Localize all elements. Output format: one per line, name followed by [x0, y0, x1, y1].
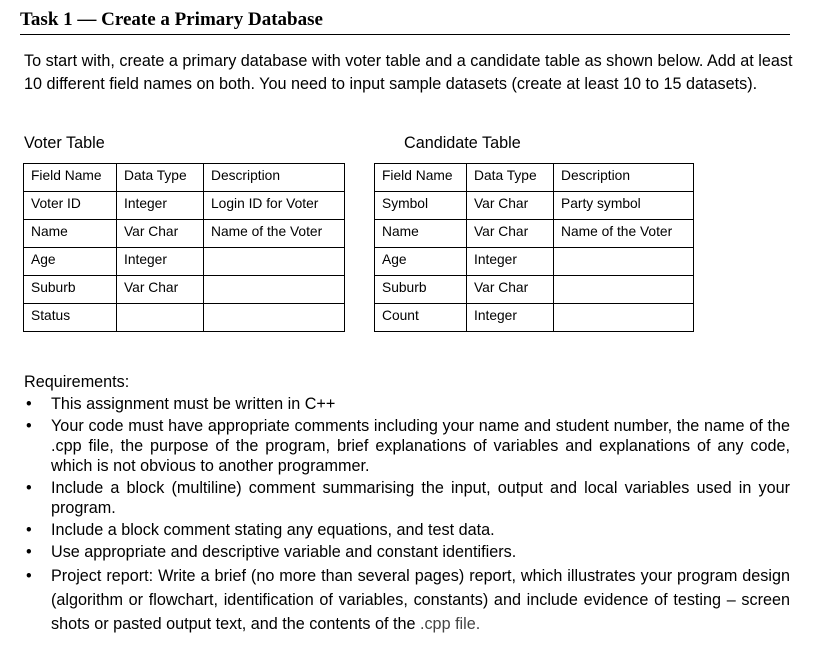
- list-item-text: Your code must have appropriate comments including your name and student number, the name of the .cpp file, the purpose of the program, brief explanations of variables and explanations of any code, which is not obvious to another programmer.: [51, 417, 790, 475]
- table-cell: [204, 304, 345, 332]
- list-item-text: Project report: Write a brief (no more than several pages) report, which illustrates your program design (algorithm or flowchart, identification of variables, constants) and include evidence of testing – screen shots or pasted output text, and the contents of the: [51, 567, 790, 633]
- list-item: [24, 394, 790, 414]
- header-cell: Field Name: [375, 164, 467, 192]
- table-cell: Age: [24, 248, 117, 276]
- list-item-tail-text: .cpp file.: [419, 615, 481, 633]
- list-item: [24, 416, 790, 476]
- bullet-icon: •: [26, 567, 32, 585]
- table-row: [375, 220, 694, 248]
- table-cell: Integer: [467, 248, 554, 276]
- list-item-text: This assignment must be written in C++: [51, 395, 336, 413]
- table-cell: Party symbol: [554, 192, 694, 220]
- table-cell: Var Char: [117, 220, 204, 248]
- table-row: [24, 276, 345, 304]
- table-row: [375, 276, 694, 304]
- bullet-icon: •: [26, 543, 32, 561]
- table-header-row: [375, 164, 694, 192]
- table-cell: Integer: [467, 304, 554, 332]
- table-cell: [204, 248, 345, 276]
- table-row: [375, 304, 694, 332]
- table-header-row: [24, 164, 345, 192]
- table-cell: [117, 304, 204, 332]
- table-cell: Symbol: [375, 192, 467, 220]
- table-cell: Login ID for Voter: [204, 192, 345, 220]
- table-cell: Suburb: [375, 276, 467, 304]
- list-item-text: Include a block (multiline) comment summarising the input, output and local variables used in your program.: [51, 479, 790, 517]
- list-item: [24, 564, 790, 636]
- table-row: [24, 304, 345, 332]
- table-cell: [554, 248, 694, 276]
- bullet-icon: •: [26, 417, 32, 435]
- table-cell: Name of the Voter: [204, 220, 345, 248]
- table-cell: Name: [24, 220, 117, 248]
- header-cell: Field Name: [24, 164, 117, 192]
- table-row: [24, 220, 345, 248]
- table-cell: [204, 276, 345, 304]
- list-item: [24, 520, 790, 540]
- list-item: [24, 478, 790, 518]
- bullet-icon: •: [26, 395, 32, 413]
- table-cell: Status: [24, 304, 117, 332]
- table-row: [375, 248, 694, 276]
- voter-table: [23, 163, 345, 332]
- table-cell: Count: [375, 304, 467, 332]
- table-cell: Name of the Voter: [554, 220, 694, 248]
- table-row: [24, 192, 345, 220]
- table-row: [375, 192, 694, 220]
- requirements-list: [24, 394, 790, 638]
- table-cell: [554, 304, 694, 332]
- table-cell: Var Char: [467, 276, 554, 304]
- header-cell: Data Type: [117, 164, 204, 192]
- requirements-heading: Requirements:: [24, 373, 130, 391]
- candidate-table-caption: Candidate Table: [404, 134, 521, 152]
- table-row: [24, 248, 345, 276]
- voter-table-caption: Voter Table: [24, 134, 105, 152]
- table-cell: Var Char: [467, 220, 554, 248]
- list-item: [24, 542, 790, 562]
- candidate-table: [374, 163, 694, 332]
- table-cell: Var Char: [117, 276, 204, 304]
- header-cell: Description: [554, 164, 694, 192]
- task-title: Task 1 — Create a Primary Database: [20, 8, 790, 35]
- table-cell: [554, 276, 694, 304]
- table-cell: Integer: [117, 192, 204, 220]
- header-cell: Description: [204, 164, 345, 192]
- list-item-text: Use appropriate and descriptive variable and constant identifiers.: [51, 543, 517, 561]
- bullet-icon: •: [26, 521, 32, 539]
- table-cell: Name: [375, 220, 467, 248]
- table-cell: Suburb: [24, 276, 117, 304]
- table-cell: Voter ID: [24, 192, 117, 220]
- intro-paragraph: To start with, create a primary database with voter table and a candidate table as shown below. Add at least 10 different field names on both. You need to input sample datasets (create at least 10 to 15 datasets).: [24, 52, 793, 93]
- bullet-icon: •: [26, 479, 32, 497]
- table-cell: Integer: [117, 248, 204, 276]
- table-cell: Var Char: [467, 192, 554, 220]
- header-cell: Data Type: [467, 164, 554, 192]
- list-item-text: Include a block comment stating any equations, and test data.: [51, 521, 495, 539]
- table-cell: Age: [375, 248, 467, 276]
